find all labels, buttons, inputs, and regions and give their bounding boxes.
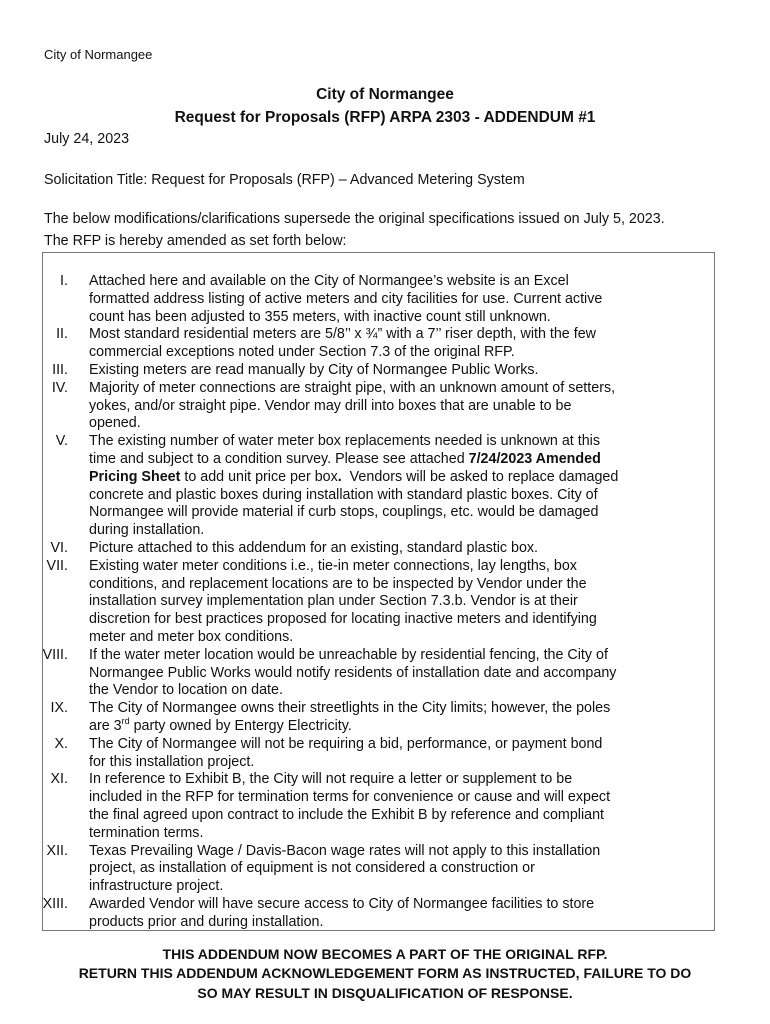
list-item — [43, 433, 714, 540]
item-line: concrete and plastic boxes during installation with standard plastic boxes. City of — [89, 486, 598, 503]
footer-notice-line: THIS ADDENDUM NOW BECOMES A PART OF THE ORIGINAL RFP. — [162, 946, 608, 962]
item-number: VII. — [46, 557, 68, 574]
item-line: Existing water meter conditions i.e., tie-in meter connections, lay lengths, box — [89, 557, 577, 574]
item-number: V. — [55, 433, 68, 450]
item-line: included in the RFP for termination terms for convenience or cause and will expect — [89, 789, 611, 806]
item-line: Most standard residential meters are 5/8’’ x ¾” with a 7’’ riser depth, with the few — [89, 326, 596, 343]
amendments-box — [42, 252, 715, 931]
ordinal-suffix: rd — [121, 716, 130, 727]
item-number: III. — [52, 361, 68, 378]
amended-date-text: 7/24/2023 Amended — [468, 450, 601, 467]
organization-header: City of Normangee — [44, 47, 153, 62]
item-line: If the water meter location would be unreachable by residential fencing, the City of — [89, 646, 608, 663]
item-line: Existing meters are read manually by City of Normangee Public Works. — [89, 361, 539, 378]
item-line: Texas Prevailing Wage / Davis-Bacon wage rates will not apply to this installation — [89, 842, 601, 859]
list-item — [43, 647, 714, 700]
item-line: The City of Normangee will not be requiring a bid, performance, or payment bond — [89, 735, 603, 752]
item-line: during installation. — [89, 522, 205, 539]
list-item — [43, 326, 714, 362]
item-line: meter and meter box conditions. — [89, 628, 294, 645]
item-text: are 3 — [89, 717, 122, 734]
item-line: yokes, and/or straight pipe. Vendor may drill into boxes that are unable to be — [89, 397, 572, 414]
list-item — [43, 700, 714, 736]
item-line: count has been adjusted to 355 meters, with inactive count still unknown. — [89, 308, 551, 325]
item-line: Normangee Public Works would notify residents of installation date and accompany — [89, 664, 617, 681]
item-number: XI. — [50, 771, 68, 788]
pricing-sheet-text: Pricing Sheet — [89, 468, 181, 485]
list-item — [43, 380, 714, 433]
item-number: IX. — [50, 700, 68, 717]
intro-text-line: The RFP is hereby amended as set forth below: — [44, 233, 347, 249]
item-line: Majority of meter connections are straight pipe, with an unknown amount of setters, — [89, 379, 616, 396]
footer-notice-line: SO MAY RESULT IN DISQUALIFICATION OF RESPONSE. — [197, 985, 573, 1001]
item-line — [43, 469, 714, 487]
item-line: opened. — [89, 415, 141, 432]
item-line: infrastructure project. — [89, 878, 224, 895]
item-number: VI. — [50, 539, 68, 556]
document-subtitle: Request for Proposals (RFP) ARPA 2303 - ADDENDUM #1 — [174, 109, 596, 126]
item-number: I. — [60, 273, 68, 289]
list-item — [43, 771, 714, 842]
intro-text-line: The below modifications/clarifications supersede the original specifications issued on July 5, 2023. — [44, 211, 665, 227]
item-line: The City of Normangee owns their streetlights in the City limits; however, the poles — [89, 700, 611, 717]
item-line: the Vendor to location on date. — [89, 682, 283, 699]
list-item — [43, 362, 714, 380]
item-line: Picture attached to this addendum for an existing, standard plastic box. — [89, 539, 539, 556]
item-line: project, as installation of equipment is not considered a construction or — [89, 860, 535, 877]
item-line: In reference to Exhibit B, the City will not require a letter or supplement to be — [89, 771, 573, 788]
item-line: The existing number of water meter box replacements needed is unknown at this — [89, 433, 600, 450]
item-line — [43, 718, 714, 736]
item-line: termination terms. — [89, 824, 204, 841]
solicitation-title: Solicitation Title: Request for Proposals (RFP) – Advanced Metering System — [44, 172, 525, 188]
item-text: . — [337, 468, 342, 485]
item-line: Attached here and available on the City of Normangee’s website is an Excel — [89, 273, 569, 289]
document-title: City of Normangee — [316, 86, 454, 103]
document-date: July 24, 2023 — [44, 131, 130, 147]
item-line: formatted address listing of active meters and city facilities for use. Current active — [89, 290, 603, 307]
list-item — [43, 540, 714, 558]
item-line: conditions, and replacement locations are to be inspected by Vendor under the — [89, 575, 587, 592]
list-item — [43, 558, 714, 647]
item-line: Normangee will provide material if curb stops, couplings, etc. would be damaged — [89, 504, 599, 521]
list-item — [43, 896, 714, 931]
item-line: the final agreed upon contract to include the Exhibit B by reference and compliant — [89, 806, 605, 823]
item-number: X. — [54, 735, 68, 752]
item-line: commercial exceptions noted under Section 7.3 of the original RFP. — [89, 344, 515, 361]
item-number: XII. — [46, 842, 68, 859]
list-item — [43, 273, 714, 326]
item-text: to add unit price per box — [180, 468, 338, 485]
item-text: Vendors will be asked to replace damaged — [341, 468, 619, 485]
item-line: discretion for best practices proposed for locating inactive meters and identifying — [89, 611, 597, 628]
item-number: XIII. — [42, 895, 68, 912]
item-text: party owned by Entergy Electricity. — [129, 717, 352, 734]
list-item — [43, 843, 714, 896]
item-line: products prior and during installation. — [89, 913, 324, 930]
item-line: Awarded Vendor will have secure access to City of Normangee facilities to store — [89, 895, 595, 912]
item-line: installation survey implementation plan under Section 7.3.b. Vendor is at their — [89, 593, 578, 610]
item-line: for this installation project. — [89, 753, 255, 770]
item-number: VIII. — [42, 646, 68, 663]
item-number: II. — [56, 326, 68, 343]
item-line — [43, 451, 714, 469]
item-number: IV. — [51, 379, 68, 396]
list-item — [43, 736, 714, 772]
amendments-list — [43, 273, 714, 931]
item-text: time and subject to a condition survey. Please see attached — [89, 450, 469, 467]
footer-notice-line: RETURN THIS ADDENDUM ACKNOWLEDGEMENT FORM AS INSTRUCTED, FAILURE TO DO — [78, 965, 692, 981]
